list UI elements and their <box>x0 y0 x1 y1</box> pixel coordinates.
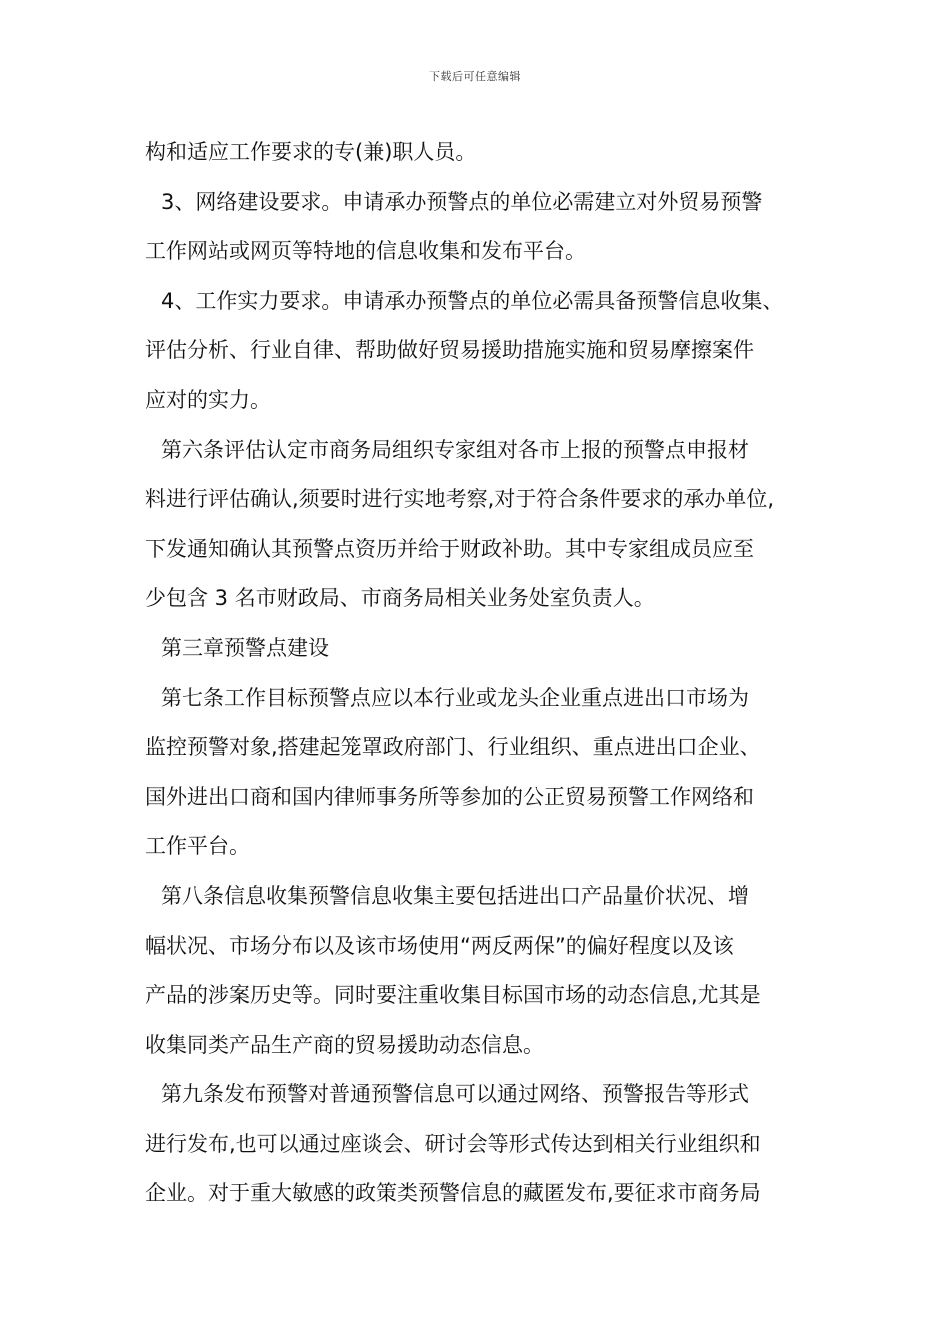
text-line: 监控预警对象,搭建起笼罩政府部门、行业组织、重点进出口企业、 <box>145 735 761 760</box>
text-line: 评估分析、行业自律、帮助做好贸易援助措施实施和贸易摩擦案件 <box>145 338 754 363</box>
text-line: 幅状况、市场分布以及该市场使用“两反两保”的偏好程度以及该 <box>145 933 734 958</box>
text-line: 第九条发布预警对普通预警信息可以通过网络、预警报告等形式 <box>161 1082 749 1107</box>
text-line: 工作平台。 <box>145 834 250 859</box>
text-line: 收集同类产品生产商的贸易援助动态信息。 <box>145 1032 544 1057</box>
text-line: 国外进出口商和国内律师事务所等参加的公正贸易预警工作网络和 <box>145 784 754 809</box>
text-line: 4、工作实力要求。申请承办预警点的单位必需具备预警信息收集、 <box>161 288 784 313</box>
text-line: 企业。对于重大敏感的政策类预警信息的藏匿发布,要征求市商务局 <box>145 1181 761 1206</box>
text-line: 第六条评估认定市商务局组织专家组对各市上报的预警点申报材 <box>161 437 749 462</box>
text-line: 构和适应工作要求的专(兼)职人员。 <box>145 140 477 164</box>
text-line: 3、网络建设要求。申请承办预警点的单位必需建立对外贸易预警 <box>161 189 763 214</box>
chapter-heading: 第三章预警点建设 <box>161 635 329 660</box>
document-body <box>145 128 817 1219</box>
text-line: 产品的涉案历史等。同时要注重收集目标国市场的动态信息,尤其是 <box>145 983 761 1008</box>
text-line: 下发通知确认其预警点资历并给于财政补助。其中专家组成员应至 <box>145 536 754 561</box>
text-line: 进行发布,也可以通过座谈会、研讨会等形式传达到相关行业组织和 <box>145 1131 761 1156</box>
text-line: 工作网站或网页等特地的信息收集和发布平台。 <box>145 239 586 264</box>
text-line: 少包含 3 名市财政局、市商务局相关业务处室负责人。 <box>145 586 655 611</box>
text-line: 第七条工作目标预警点应以本行业或龙头企业重点进出口市场为 <box>161 685 749 710</box>
text-line: 料进行评估确认,须要时进行实地考察,对于符合条件要求的承办单位, <box>145 487 775 512</box>
text-line: 第八条信息收集预警信息收集主要包括进出口产品量价状况、增 <box>161 883 749 908</box>
page-header: 下载后可任意编辑 <box>429 70 521 83</box>
text-line: 应对的实力。 <box>145 387 271 412</box>
